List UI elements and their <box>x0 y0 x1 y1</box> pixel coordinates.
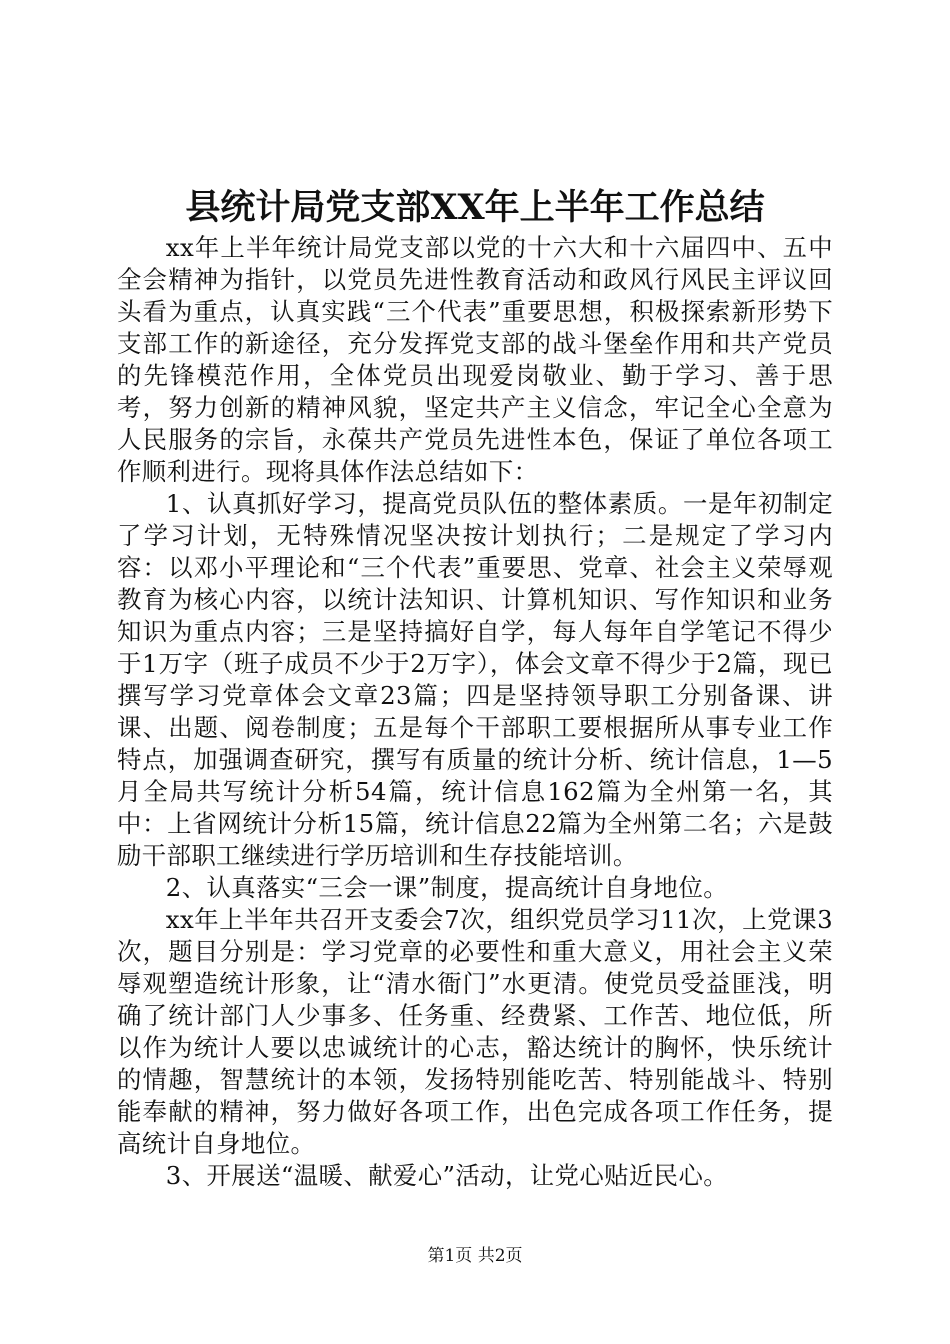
paragraph-item-3-heading: 3、开展送“温暖、献爱心”活动，让党心贴近民心。 <box>165 1161 729 1190</box>
document-title: 县统计局党支部XX年上半年工作总结 <box>185 187 765 228</box>
paragraph-item-1: 1、认真抓好学习，提高党员队伍的整体素质。一是年初制定了学习计划，无特殊情况坚决按计划执行；二是规定了学习内容：以邓小平理论和“三个代表”重要思、党章、社会主义荣辱观教育为核心内容，以统计法知识、计算机知识、写作知识和业务知识为重点内容；三是坚持搞好自学，每人每年自学笔记不得少于1万字（班子成员不少于2万字），体会文章不得少于2篇，现已撰写学习党章体会文章23篇；四是坚持领导职工分别备课、讲课、出题、阅卷制度；五是每个干部职工要根据所从事专业工作特点，加强调查研究，撰写有质量的统计分析、统计信息，1—5月全局共写统计分析54篇，统计信息162篇为全州第一名，其中：上省网统计分析15篇，统计信息22篇为全州第二名；六是鼓励干部职工继续进行学历培训和生存技能培训。 <box>117 489 833 870</box>
paragraph-item-2-heading: 2、认真落实“三会一课”制度，提高统计自身地位。 <box>165 873 729 902</box>
page-footer: 第1页 共2页 <box>427 1246 523 1266</box>
document-body <box>117 232 833 1192</box>
paragraph-intro: xx年上半年统计局党支部以党的十六大和十六届四中、五中全会精神为指针，以党员先进性教育活动和政风行风民主评议回头看为重点，认真实践“三个代表”重要思想，积极探索新形势下支部工作的新途径，充分发挥党支部的战斗堡垒作用和共产党员的先锋模范作用，全体党员出现爱岗敬业、勤于学习、善于思考，努力创新的精神风貌，坚定共产主义信念，牢记全心全意为人民服务的宗旨，永葆共产党员先进性本色，保证了单位各项工作顺利进行。现将具体作法总结如下： <box>117 233 833 486</box>
paragraph-item-2-body: xx年上半年共召开支委会7次，组织党员学习11次，上党课3次，题目分别是：学习党章的必要性和重大意义，用社会主义荣辱观塑造统计形象，让“清水衙门”水更清。使党员受益匪浅，明确了统计部门人少事多、任务重、经费紧、工作苦、地位低，所以作为统计人要以忠诚统计的心志，豁达统计的胸怀，快乐统计的情趣，智慧统计的本领，发扬特别能吃苦、特别能战斗、特别能奉献的精神，努力做好各项工作，出色完成各项工作任务，提高统计自身地位。 <box>117 905 833 1158</box>
